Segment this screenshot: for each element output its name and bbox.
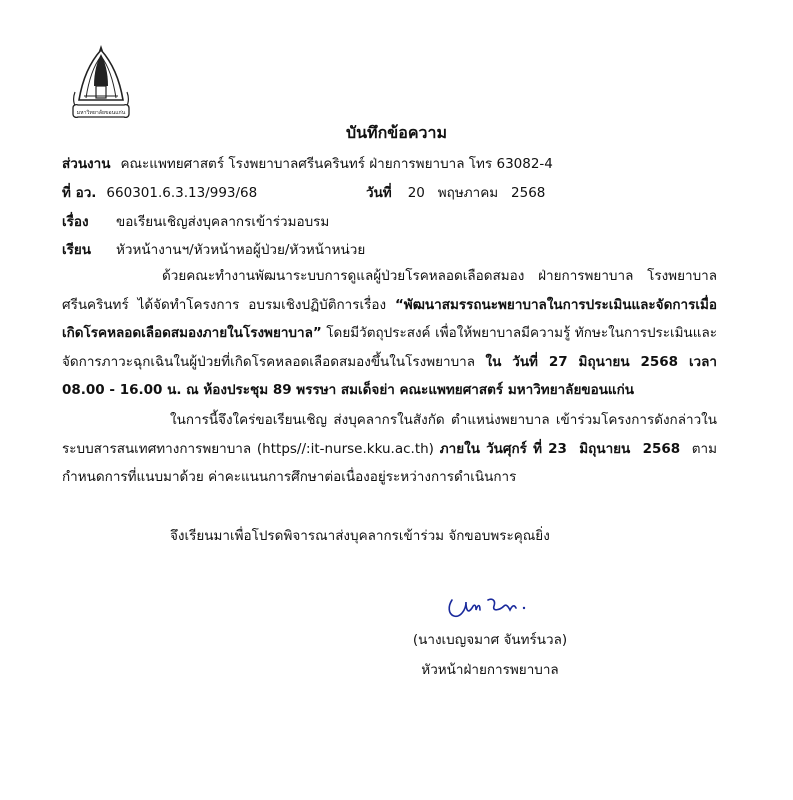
body-paragraph-1	[62, 262, 717, 405]
registration-deadline: ภายใน วันศุกร์ ที่ 23 มิถุนายน 2568	[439, 440, 681, 457]
subject-value: ขอเรียนเชิญส่งบุคลากรเข้าร่วมอบรม	[116, 214, 330, 230]
reference-number: 660301.6.3.13/993/68	[106, 185, 258, 201]
body-paragraph-2	[62, 406, 717, 492]
department-line	[62, 154, 553, 174]
handwritten-signature	[444, 592, 544, 622]
university-seal-icon	[70, 42, 132, 122]
subject-label: เรื่อง	[62, 214, 89, 230]
closing-line: จึงเรียนมาเพื่อโปรดพิจารณาส่งบุคลากรเข้าร่วม จักขอบพระคุณยิ่ง	[170, 528, 550, 544]
department-label: ส่วนงาน	[62, 156, 111, 172]
date-label: วันที่	[366, 185, 392, 201]
recipient-value: หัวหน้างานฯ/หัวหน้าหอผู้ป่วย/หัวหน้าหน่วย	[116, 242, 366, 258]
recipient-line	[62, 240, 365, 260]
reference-label: ที่ อว.	[62, 185, 97, 201]
subject-line	[62, 212, 329, 232]
department-value: คณะแพทยศาสตร์ โรงพยาบาลศรีนครินทร์ ฝ่ายการพยาบาล โทร 63082-4	[120, 156, 553, 172]
paragraph-2-request: ในการนี้จึงใคร่ขอเรียนเชิญ ส่งบุคลากรในสังกัด ตำแหน่งพยาบาล เข้าร่วมโครงการดังกล่าวในระบบสารสนเทศทางการพยาบาล (https//:it-nurse.kku.ac.th)	[62, 412, 717, 457]
page-title: บันทึกข้อความ	[345, 123, 448, 142]
reference-line	[62, 183, 257, 203]
date-line	[366, 183, 545, 203]
paragraph-1-intro: ด้วยคณะทำงานพัฒนาระบบการดูแลผู้ป่วยโรคหลอดเลือดสมอง ฝ่ายการพยาบาล โรงพยาบาลศรีนครินทร์ ได้จัดทำโครงการ อบรมเชิงปฏิบัติการเรื่อง	[62, 268, 717, 313]
signer-position: หัวหน้าฝ่ายการพยาบาล	[421, 662, 559, 678]
signer-name: (นางเบญจมาศ จันทร์นวล)	[412, 632, 568, 648]
paragraph-1-objective: โดยมีวัตถุประสงค์ เพื่อให้พยาบาลมีความรู้ ทักษะในการประเมินและจัดการภาวะฉุกเฉินในผู้ป่วยที่เกิดโรคหลอดเลือดสมองขึ้นในโรงพยาบาล	[62, 325, 717, 370]
event-date-venue: ใน วันที่ 27 มิถุนายน 2568 เวลา 08.00 - 16.00 น. ณ ห้องประชุม 89 พรรษา สมเด็จย่า คณะแพทยศาสตร์ มหาวิทยาลัยขอนแก่น	[62, 353, 717, 398]
recipient-label: เรียน	[62, 242, 92, 258]
seal-caption: มหาวิทยาลัยขอนแก่น	[76, 110, 126, 116]
project-title: “พัฒนาสมรรถนะพยาบาลในการประเมินและจัดการเมื่อเกิดโรคหลอดเลือดสมองภายในโรงพยาบาล”	[62, 296, 717, 341]
date-value: 20 พฤษภาคม 2568	[407, 185, 546, 201]
paragraph-2-notes: ตามกำหนดการที่แนบมาด้วย ค่าคะแนนการศึกษาต่อเนื่องอยู่ระหว่างการดำเนินการ	[62, 440, 717, 485]
